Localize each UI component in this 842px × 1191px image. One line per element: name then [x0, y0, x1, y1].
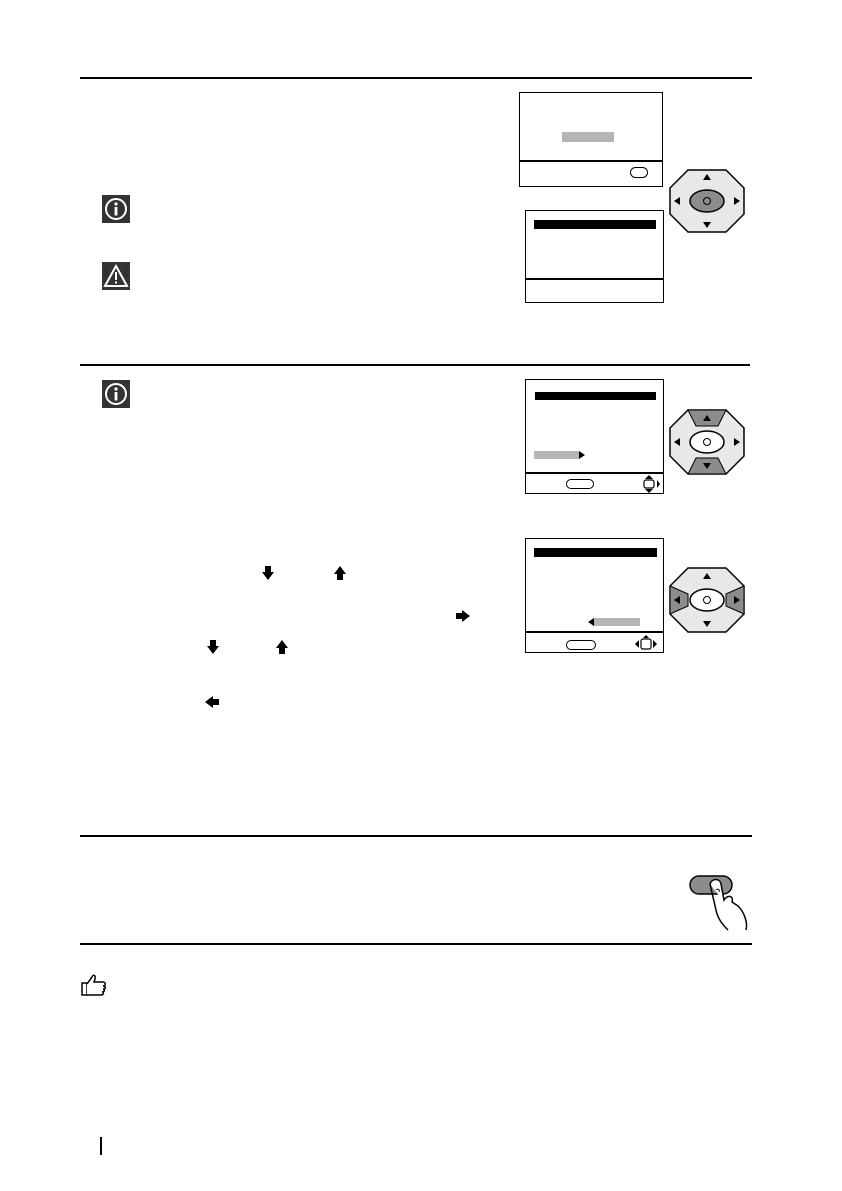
- selected-item-highlight: [562, 132, 614, 142]
- selected-item-highlight: [534, 451, 579, 459]
- section-rule-top: [80, 77, 752, 79]
- arrow-left-icon: [205, 696, 219, 708]
- arrow-down-icon: [207, 640, 219, 654]
- remote-direction-pad-icon: [668, 566, 746, 634]
- info-icon: [102, 380, 130, 408]
- hand-pressing-button-icon: [686, 866, 752, 932]
- menu-title-bar: [535, 392, 656, 400]
- menu-title-bar: [534, 548, 657, 557]
- menu-title-bar: [534, 220, 656, 229]
- arrow-up-icon: [334, 566, 346, 580]
- page-margin-mark: [100, 1137, 102, 1155]
- tv-screen-4: [525, 538, 664, 653]
- section-rule-middle: [80, 364, 750, 366]
- arrow-right-icon: [579, 451, 585, 459]
- ok-button-indicator: [566, 640, 596, 650]
- tv-screen-1: [519, 92, 663, 187]
- arrow-down-icon: [262, 566, 274, 580]
- selected-item-highlight: [594, 618, 640, 626]
- screen-footer-divider: [526, 278, 663, 280]
- left-right-navigation-icon: [635, 635, 657, 653]
- tv-screen-3: [525, 379, 664, 494]
- tv-screen-2: [525, 210, 664, 303]
- section-rule-bottom: [80, 943, 752, 945]
- screen-footer-divider: [520, 160, 662, 162]
- remote-direction-pad-icon: [668, 408, 746, 476]
- ok-button-indicator: [566, 479, 594, 489]
- screen-footer-divider: [526, 472, 663, 474]
- ok-button-indicator: [630, 167, 648, 178]
- warning-icon: [102, 262, 130, 290]
- info-icon: [102, 195, 130, 223]
- arrow-up-icon: [276, 640, 288, 654]
- arrow-right-icon: [456, 610, 470, 622]
- remote-direction-pad-icon: [668, 168, 746, 234]
- thumbs-up-icon: [80, 973, 108, 997]
- screen-footer-divider: [526, 631, 663, 633]
- section-rule-lower: [80, 835, 752, 837]
- up-down-navigation-icon: [638, 475, 660, 493]
